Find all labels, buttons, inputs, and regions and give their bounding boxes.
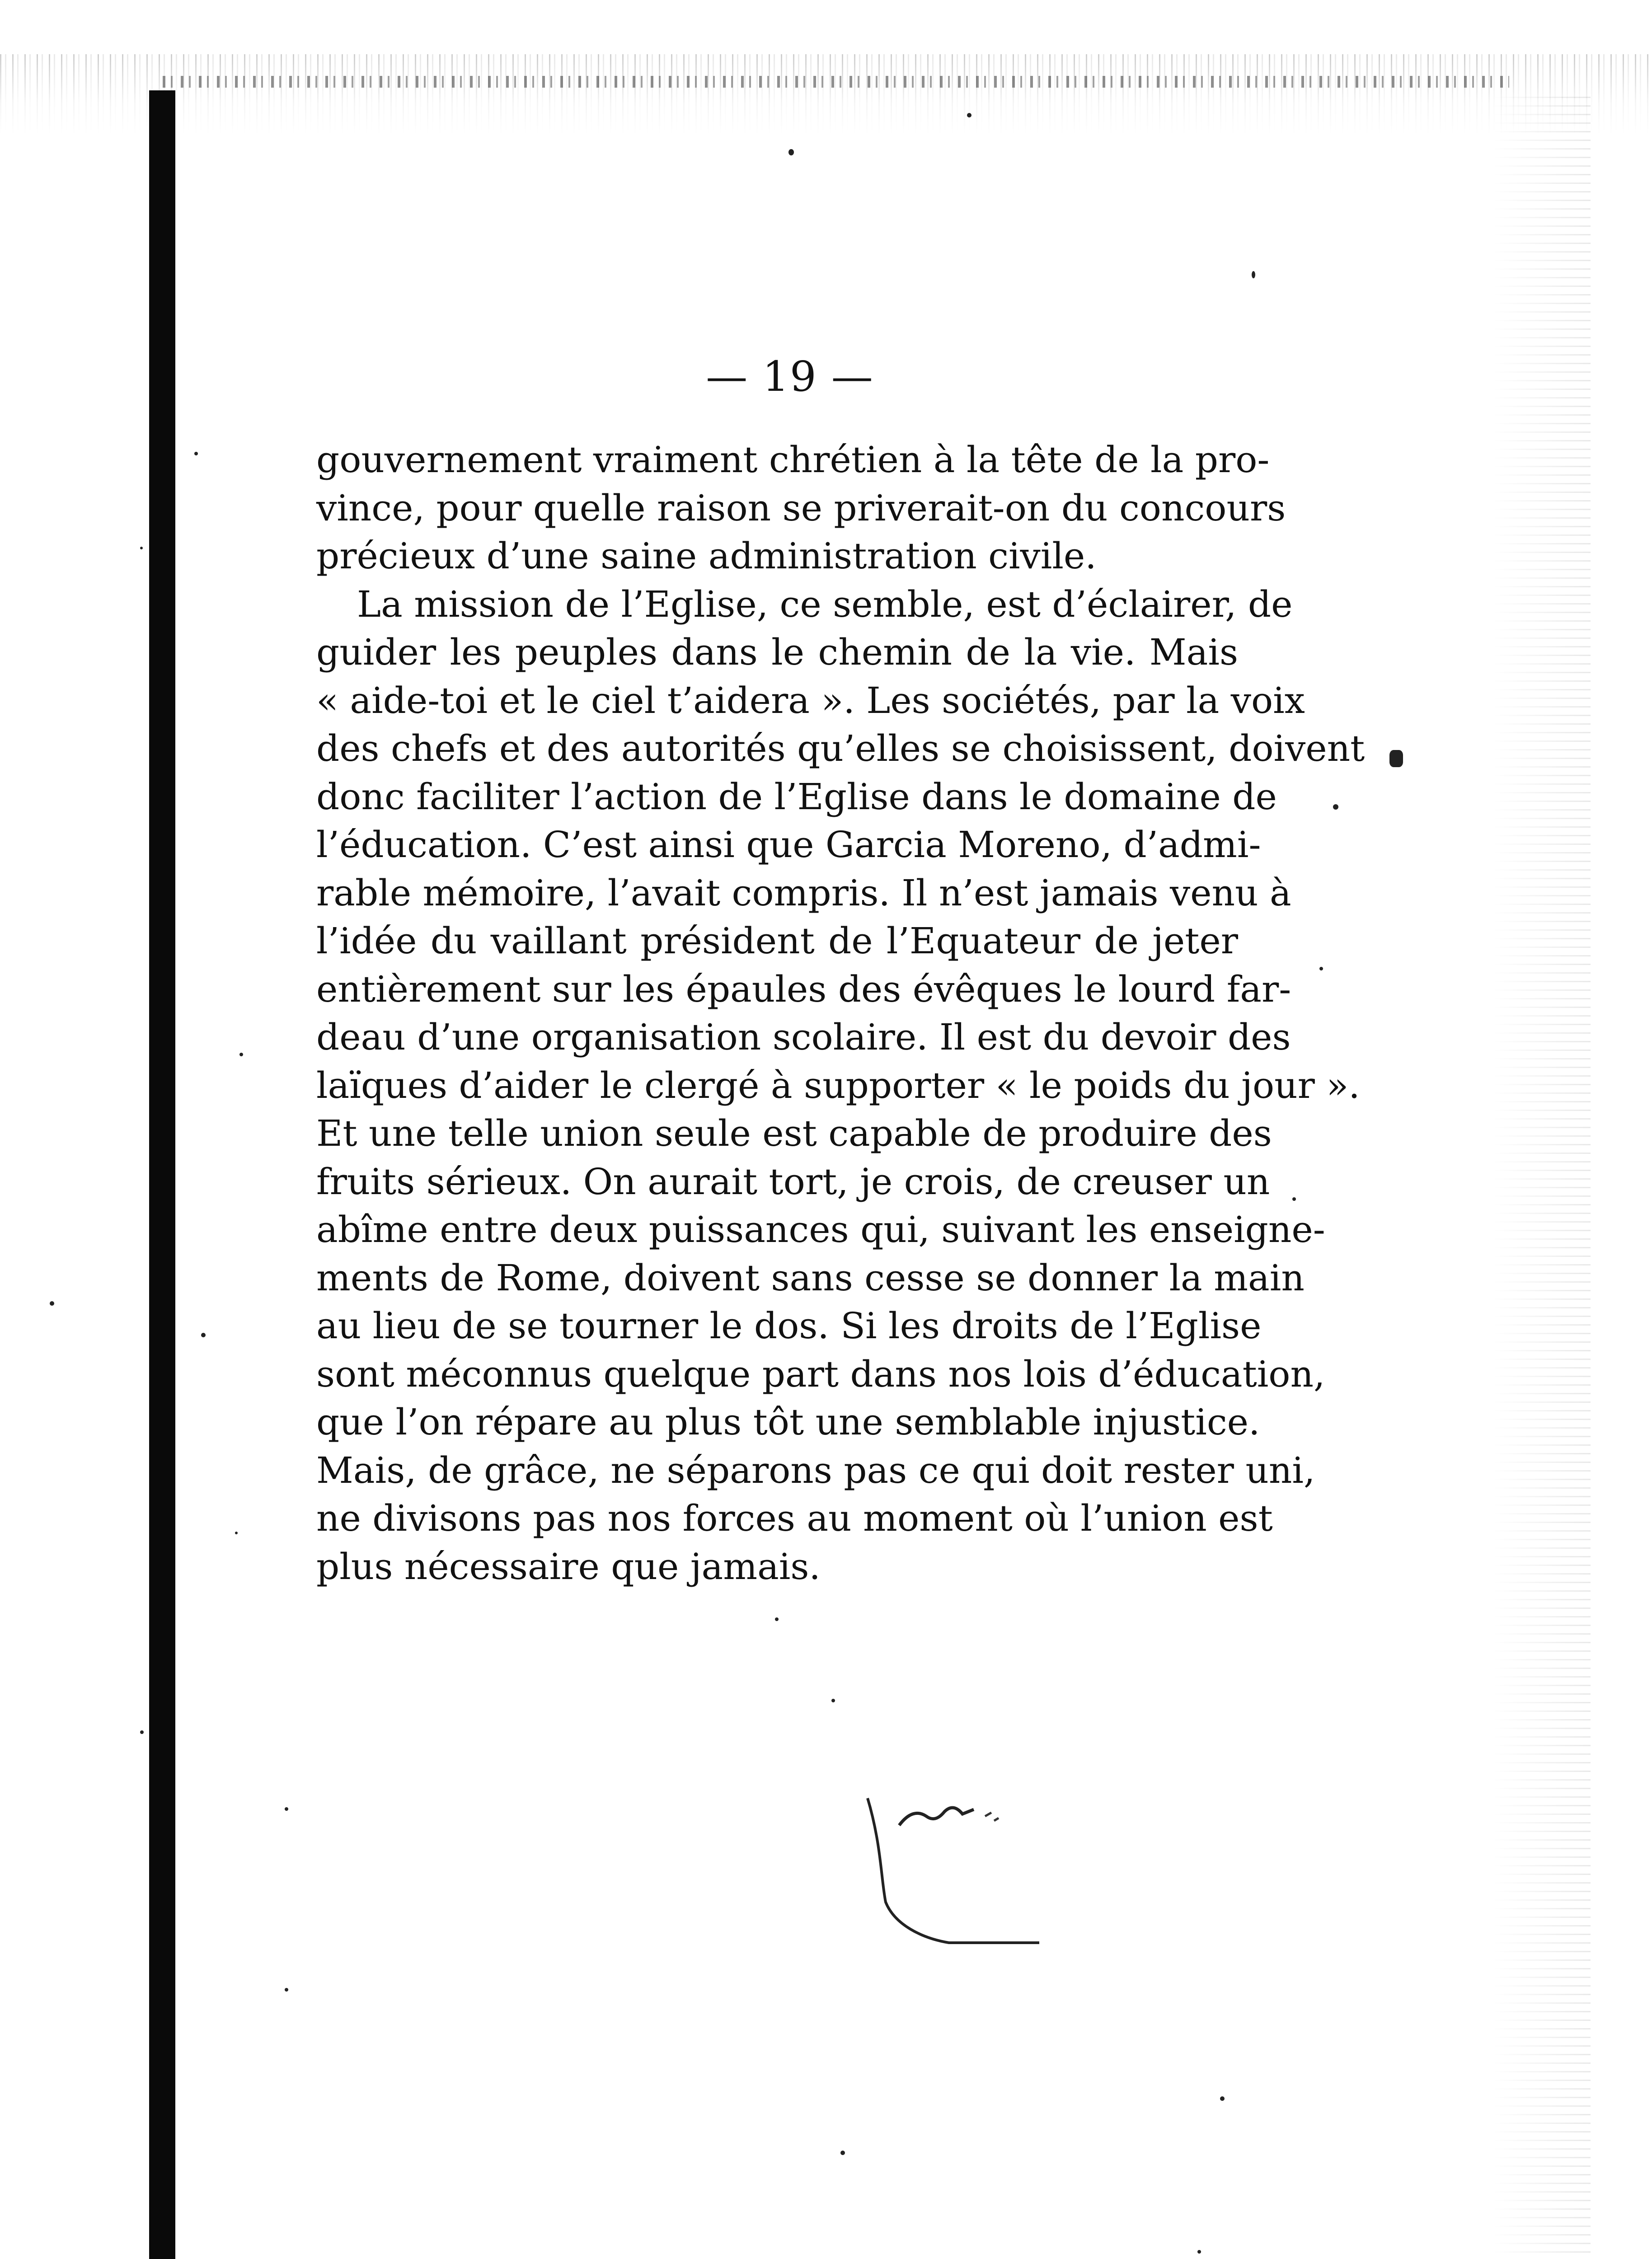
- text-line: donc faciliter l’action de l’Eglise dans le domaine de: [316, 775, 1277, 818]
- text-line: deau d’une organisation scolaire. Il est du devoir des: [316, 1016, 1291, 1058]
- text-line: l’idée du vaillant président de l’Equateur de jeter: [316, 920, 1238, 962]
- text-line: ments de Rome, doivent sans cesse se donner la main: [316, 1256, 1305, 1299]
- text-line: sont méconnus quelque part dans nos lois d’éducation,: [316, 1353, 1325, 1395]
- page-number-text: — 19 —: [706, 352, 874, 401]
- speck: [285, 1988, 288, 1992]
- speck: [140, 547, 143, 549]
- text-line: des chefs et des autorités qu’elles se choisissent, doivent: [316, 727, 1365, 769]
- text-line: abîme entre deux puissances qui, suivant les enseigne-: [316, 1209, 1325, 1251]
- speck: [1252, 271, 1255, 278]
- speck: [788, 149, 794, 155]
- binding-edge: [149, 90, 175, 2259]
- scan-noise-top: [0, 54, 1652, 136]
- speck: [1333, 804, 1338, 810]
- text-line: ne divisons pas nos forces au moment où l’union est: [316, 1497, 1273, 1539]
- text-line: rable mémoire, l’avait compris. Il n’est jamais venu à: [316, 872, 1291, 914]
- text-line: laïques d’aider le clergé à supporter « le poids du jour ».: [316, 1064, 1360, 1106]
- speck: [140, 1730, 144, 1734]
- text-line: La mission de l’Eglise, ce semble, est d’éclairer, de: [357, 583, 1293, 625]
- text-line: vince, pour quelle raison se priverait-on du concours: [316, 487, 1286, 529]
- speck: [239, 1053, 243, 1056]
- page-number: [0, 352, 1652, 401]
- speck: [50, 1301, 54, 1306]
- text-line: plus nécessaire que jamais.: [316, 1545, 821, 1588]
- scan-noise-top-line: [163, 76, 1509, 88]
- text-line: l’éducation. C’est ainsi que Garcia Moreno, d’admi-: [316, 824, 1261, 866]
- text-line: entièrement sur les épaules des évêques le lourd far-: [316, 968, 1291, 1010]
- text-line: que l’on répare au plus tôt une semblable injustice.: [316, 1401, 1260, 1443]
- text-line: fruits sérieux. On aurait tort, je crois, de creuser un: [316, 1160, 1270, 1203]
- text-line: guider les peuples dans le chemin de la vie. Mais: [316, 631, 1238, 673]
- text-line: Mais, de grâce, ne séparons pas ce qui doit rester uni,: [316, 1449, 1315, 1491]
- text-line: « aide-toi et le ciel t’aidera ». Les sociétés, par la voix: [316, 679, 1305, 722]
- pencil-mark: [849, 1789, 1066, 1970]
- speck: [201, 1333, 206, 1337]
- body-text: [316, 436, 1365, 1591]
- speck: [1220, 2096, 1225, 2101]
- text-line: au lieu de se tourner le dos. Si les droits de l’Eglise: [316, 1305, 1262, 1347]
- speck: [967, 113, 971, 117]
- speck: [194, 452, 198, 455]
- text-line: gouvernement vraiment chrétien à la tête de la pro-: [316, 439, 1270, 481]
- text-line: précieux d’une saine administration civile.: [316, 535, 1097, 577]
- speck: [1197, 2250, 1201, 2254]
- speck: [775, 1617, 779, 1621]
- speck: [840, 2151, 845, 2155]
- speck: [1319, 967, 1323, 970]
- speck: [1292, 1197, 1296, 1201]
- speck: [235, 1532, 238, 1534]
- speck: [285, 1807, 288, 1811]
- text-line: Et une telle union seule est capable de produire des: [316, 1112, 1272, 1154]
- scan-noise-right: [1491, 90, 1591, 2259]
- speck: [831, 1699, 835, 1702]
- speck: [1389, 750, 1403, 767]
